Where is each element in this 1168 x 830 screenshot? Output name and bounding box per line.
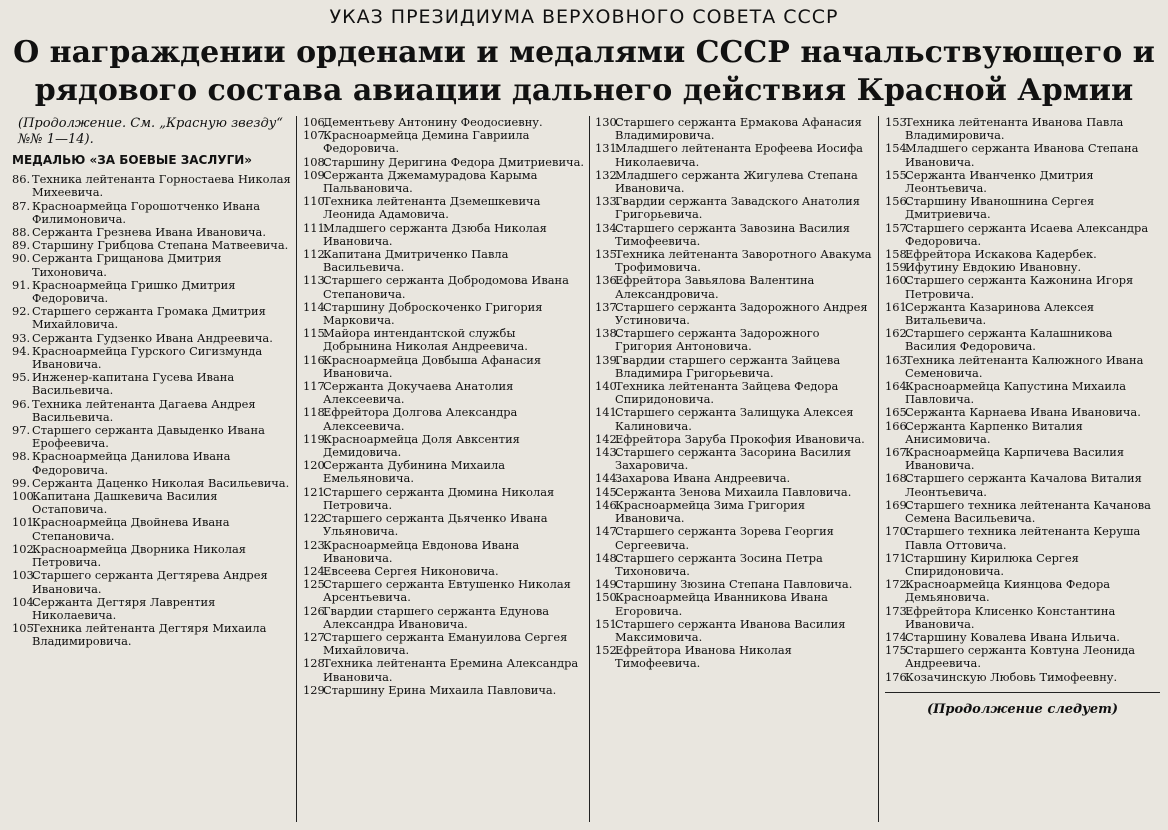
- entry-text: Старшину Деригина Федора Дмитриевича.: [323, 154, 585, 169]
- entry-text: Сержанта Карнаева Ивана Ивановича.: [905, 405, 1141, 420]
- entry-text: Старшего сержанта Кажонина Игоря Петровича.: [905, 273, 1134, 301]
- entry-number: 169.: [885, 497, 911, 512]
- entry-number: 141.: [595, 405, 621, 420]
- entry-number: 170.: [885, 524, 911, 539]
- entry-text: Старшину Зюзина Степана Павловича.: [615, 577, 853, 592]
- entry-number: 165.: [885, 405, 911, 420]
- column-3: [595, 116, 873, 671]
- list-item: [595, 169, 873, 195]
- entry-number: 102.: [12, 541, 38, 556]
- list-item: [303, 129, 585, 155]
- entry-number: 136.: [595, 273, 621, 288]
- list-item: [12, 173, 292, 199]
- list-item: [885, 301, 1160, 327]
- entry-text: Сержанта Джемамурадова Карыма Пальвановича.: [323, 167, 538, 196]
- entry-number: 127.: [303, 629, 329, 644]
- entry-number: 155.: [885, 167, 911, 182]
- entry-text: Гвардии сержанта Завадского Анатолия Григорьевича.: [615, 194, 860, 222]
- list-item: [12, 371, 292, 397]
- entry-number: 103.: [12, 568, 38, 583]
- list-item: [885, 354, 1160, 380]
- list-item: [595, 618, 873, 644]
- column-divider: [878, 116, 879, 822]
- entry-number: 163.: [885, 352, 911, 367]
- entry-number: 115.: [303, 326, 329, 341]
- entry-text: Старшего сержанта Ковтуна Леонида Андреевича.: [905, 643, 1136, 671]
- list-item: [303, 380, 585, 406]
- list-item: [885, 525, 1160, 551]
- entry-number: 151.: [595, 616, 621, 631]
- decree-kicker: УКАЗ ПРЕЗИДИУМА ВЕРХОВНОГО СОВЕТА СССР: [329, 6, 839, 28]
- entry-text: Сержанта Докучаева Анатолия Алексеевича.: [323, 379, 514, 407]
- list-item: [595, 552, 873, 578]
- list-item: [595, 472, 873, 485]
- entry-text: Техника лейтенанта Дагаева Андрея Васильевича.: [32, 396, 256, 424]
- entry-number: 143.: [595, 445, 621, 460]
- entry-text: Ефрейтора Иванова Николая Тимофеевича.: [615, 643, 792, 671]
- entry-text: Старшего техника лейтенанта Качанова Семена Васильевича.: [905, 497, 1151, 526]
- entry-number: 96.: [12, 396, 31, 411]
- entry-text: Старшего сержанта Евтушенко Николая Арсентьевича.: [323, 577, 571, 605]
- entry-number: 172.: [885, 577, 911, 592]
- list-item: [885, 195, 1160, 221]
- entry-text: Техника лейтенанта Иванова Павла Владимировича.: [905, 115, 1124, 143]
- headline-line-2: рядового состава авиации дальнего действия Красной Армии: [34, 73, 1134, 108]
- entry-text: Капитана Дашкевича Василия Остаповича.: [32, 489, 218, 517]
- list-item: [12, 516, 292, 542]
- entry-number: 161.: [885, 299, 911, 314]
- entry-text: Старшего сержанта Иванова Василия Максимовича.: [615, 616, 846, 644]
- entry-number: 140.: [595, 379, 621, 394]
- entry-text: Красноармейца Демина Гавриила Федоровича.: [323, 128, 530, 156]
- entry-number: 135.: [595, 247, 621, 262]
- entry-number: 164.: [885, 379, 911, 394]
- list-item: [12, 398, 292, 424]
- list-item: [595, 142, 873, 168]
- list-item: [885, 420, 1160, 446]
- entry-number: 88.: [12, 225, 31, 240]
- entry-number: 116.: [303, 352, 329, 367]
- list-item: [303, 578, 585, 604]
- entry-text: Дементьеву Антонину Феодосиевну.: [323, 115, 543, 129]
- entry-number: 166.: [885, 418, 911, 433]
- entry-text: Красноармейца Дворника Николая Петровича.: [32, 541, 246, 570]
- entry-number: 90.: [12, 251, 31, 266]
- entry-text: Красноармейца Зима Григория Ивановича.: [615, 497, 806, 526]
- entry-number: 125.: [303, 577, 329, 592]
- entry-number: 111.: [303, 220, 329, 235]
- entry-text: Инженер-капитана Гусева Ивана Васильевича.: [32, 370, 235, 398]
- entry-text: Красноармейца Гурского Сигизмунда Ивановича.: [32, 343, 263, 372]
- entry-text: Старшего сержанта Ермакова Афанасия Владимировича.: [615, 115, 862, 143]
- entry-text: Красноармейца Горошотченко Ивана Филимоновича.: [32, 198, 261, 226]
- list-item: [595, 644, 873, 670]
- entry-number: 104.: [12, 594, 38, 609]
- list-item: [595, 116, 873, 142]
- entry-text: Старшего сержанта Дегтярева Андрея Ивановича.: [32, 568, 268, 596]
- continuation-note: (Продолжение. См. „Красную звезду“ №№ 1—14).: [18, 116, 283, 147]
- entry-text: Старшину Кирилюка Сергея Спиридоновича.: [905, 550, 1079, 578]
- entries-list: [885, 116, 1160, 684]
- entry-text: Красноармейца Киянцова Федора Демьяновича.: [905, 577, 1111, 605]
- entry-number: 97.: [12, 423, 31, 438]
- entry-number: 150.: [595, 590, 621, 605]
- entry-text: Старшего сержанта Емануилова Сергея Михайловича.: [323, 629, 568, 658]
- entry-number: 146.: [595, 497, 621, 512]
- entry-text: Старшего сержанта Громака Дмитрия Михайловича.: [32, 304, 266, 332]
- entry-number: 120.: [303, 458, 329, 473]
- entry-text: Старшего сержанта Завозина Василия Тимофеевича.: [615, 220, 850, 248]
- entry-text: Старшину Ковалева Ивана Ильича.: [905, 629, 1120, 644]
- list-item: [595, 525, 873, 551]
- entry-text: Техника лейтенанта Зайцева Федора Спиридоновича.: [615, 379, 839, 407]
- entry-number: 91.: [12, 277, 31, 292]
- entries-list: [595, 116, 873, 671]
- entry-number: 131.: [595, 141, 621, 156]
- entry-text: Евсеева Сергея Никоновича.: [323, 563, 499, 578]
- entries-list: [303, 116, 585, 697]
- entry-text: Захарова Ивана Андреевича.: [615, 471, 791, 486]
- entry-number: 152.: [595, 643, 621, 658]
- entry-number: 107.: [303, 128, 329, 143]
- entry-number: 176.: [885, 669, 911, 684]
- list-item: [12, 305, 292, 331]
- entry-text: Сержанта Иванченко Дмитрия Леонтьевича.: [905, 167, 1094, 196]
- entry-number: 122.: [303, 511, 329, 526]
- entry-text: Красноармейца Двойнева Ивана Степановича.: [32, 515, 230, 543]
- list-item: [303, 486, 585, 512]
- list-item: [12, 490, 292, 516]
- list-item: [12, 543, 292, 569]
- list-item: [12, 424, 292, 450]
- entry-number: 174.: [885, 629, 911, 644]
- entry-text: Старшего техника лейтенанта Керуша Павла Оттовича.: [905, 524, 1141, 552]
- entry-number: 142.: [595, 431, 621, 446]
- entry-text: Красноармейца Доля Авксентия Демидовича.: [323, 431, 520, 460]
- list-item: [303, 195, 585, 221]
- entry-number: 113.: [303, 273, 329, 288]
- entry-text: Старшего сержанта Засорина Василия Захаровича.: [615, 445, 852, 473]
- entry-number: 173.: [885, 603, 911, 618]
- entry-text: Старшего сержанта Качалова Виталия Леонтьевича.: [905, 471, 1142, 499]
- entry-text: Старшего сержанта Залищука Алексея Калиновича.: [615, 405, 854, 433]
- entry-text: Техника лейтенанта Еремина Александра Ивановича.: [323, 656, 579, 684]
- entry-text: Старшего сержанта Задорожного Григория Антоновича.: [615, 326, 820, 354]
- entry-text: Ефрейтора Заруба Прокофия Ивановича.: [615, 431, 865, 446]
- list-item: [303, 222, 585, 248]
- column-divider: [589, 116, 590, 822]
- entry-number: 101.: [12, 515, 38, 530]
- list-item: [303, 169, 585, 195]
- entry-number: 92.: [12, 304, 31, 319]
- entry-number: 108.: [303, 154, 329, 169]
- list-item: [12, 279, 292, 305]
- entry-number: 119.: [303, 431, 329, 446]
- entry-number: 162.: [885, 326, 911, 341]
- list-item: [303, 433, 585, 459]
- list-item: [595, 406, 873, 432]
- entry-text: Техника лейтенанта Дземешкевича Леонида Адамовича.: [323, 194, 541, 222]
- entry-number: 117.: [303, 379, 329, 394]
- list-item: [303, 156, 585, 169]
- entry-text: Старшего сержанта Дюмина Николая Петровича.: [323, 484, 555, 512]
- entry-text: Сержанта Казаринова Алексея Витальевича.: [905, 299, 1095, 328]
- entry-text: Техника лейтенанта Калюжного Ивана Семеновича.: [905, 352, 1144, 380]
- entry-number: 156.: [885, 194, 911, 209]
- entry-number: 112.: [303, 247, 329, 262]
- list-item: [595, 195, 873, 221]
- entry-number: 148.: [595, 550, 621, 565]
- entry-text: Капитана Дмитриченко Павла Васильевича.: [323, 247, 509, 275]
- list-item: [885, 327, 1160, 353]
- entry-number: 121.: [303, 484, 329, 499]
- column-divider: [296, 116, 297, 822]
- entry-text: Гвардии старшего сержанта Зайцева Владимира Григорьевича.: [615, 352, 841, 380]
- entry-number: 132.: [595, 167, 621, 182]
- entry-number: 145.: [595, 484, 621, 499]
- list-item: [303, 327, 585, 353]
- list-item: [303, 459, 585, 485]
- entry-number: 86.: [12, 172, 31, 187]
- list-item: [303, 512, 585, 538]
- entry-number: 157.: [885, 220, 911, 235]
- list-item: [303, 684, 585, 697]
- entry-number: 95.: [12, 370, 31, 385]
- entry-number: 154.: [885, 141, 911, 156]
- list-item: [885, 406, 1160, 419]
- entry-text: Старшину Доброскоченко Григория Марковича.: [323, 299, 543, 328]
- list-item: [595, 248, 873, 274]
- entry-text: Техника лейтенанта Дегтяря Михаила Владимировича.: [32, 621, 267, 649]
- list-item: [303, 539, 585, 565]
- entry-text: Сержанта Грищанова Дмитрия Тихоновича.: [32, 251, 222, 279]
- column-1: [12, 116, 292, 649]
- list-item: [595, 591, 873, 617]
- entry-text: Сержанта Гудзенко Ивана Андреевича.: [32, 330, 273, 345]
- entry-number: 129.: [303, 682, 329, 697]
- entry-text: Старшего сержанта Дьяченко Ивана Ульяновича.: [323, 511, 548, 539]
- list-item: [12, 252, 292, 278]
- entry-number: 138.: [595, 326, 621, 341]
- entry-text: Техника лейтенанта Заворотного Авакума Трофимовича.: [615, 247, 872, 275]
- entry-text: Старшего сержанта Задорожного Андрея Устиновича.: [615, 299, 868, 328]
- headline-line-1: О награждении орденами и медалями СССР начальствующего и: [13, 35, 1155, 70]
- list-item: [303, 406, 585, 432]
- entry-number: 123.: [303, 537, 329, 552]
- entry-text: Сержанта Карпенко Виталия Анисимовича.: [905, 418, 1083, 446]
- entry-number: 114.: [303, 299, 329, 314]
- entry-number: 158.: [885, 247, 911, 262]
- entry-number: 128.: [303, 656, 329, 671]
- entry-number: 106.: [303, 115, 329, 129]
- list-item: [885, 142, 1160, 168]
- list-item: [885, 552, 1160, 578]
- entry-text: Сержанта Зенова Михаила Павловича.: [615, 484, 852, 499]
- list-item: [885, 605, 1160, 631]
- rule: [885, 692, 1160, 693]
- entry-text: Сержанта Дубинина Михаила Емельяновича.: [323, 458, 506, 486]
- entry-text: Старшего сержанта Зосина Петра Тихоновича.: [615, 550, 823, 578]
- list-item: [885, 671, 1160, 684]
- entry-number: 168.: [885, 471, 911, 486]
- entry-text: Майора интендантской службы Добрынина Николая Андреевича.: [323, 326, 528, 354]
- list-item: [885, 446, 1160, 472]
- entry-text: Красноармейца Евдонова Ивана Ивановича.: [323, 537, 520, 565]
- entry-text: Сержанта Грезнева Ивана Ивановича.: [32, 225, 266, 240]
- list-item: [885, 274, 1160, 300]
- list-item: [885, 380, 1160, 406]
- entry-text: Техника лейтенанта Горностаева Николая Михеевича.: [32, 172, 291, 200]
- entry-number: 160.: [885, 273, 911, 288]
- list-item: [12, 345, 292, 371]
- entry-number: 175.: [885, 643, 911, 658]
- list-item: [595, 301, 873, 327]
- list-item: [303, 631, 585, 657]
- entry-text: Старшину Грибцова Степана Матвеевича.: [32, 238, 289, 253]
- entry-text: Ифутину Евдокию Ивановну.: [905, 260, 1082, 275]
- entry-text: Старшего сержанта Добродомова Ивана Степановича.: [323, 273, 569, 301]
- entry-number: 105.: [12, 621, 38, 636]
- list-item: [885, 472, 1160, 498]
- list-item: [885, 578, 1160, 604]
- to-be-continued: (Продолжение следует): [926, 701, 1119, 717]
- entry-number: 94.: [12, 343, 31, 358]
- headline: [0, 34, 1168, 110]
- entry-text: Красноармейца Гришко Дмитрия Федоровича.: [32, 277, 236, 306]
- entry-text: Старшего сержанта Калашникова Василия Федоровича.: [905, 326, 1113, 354]
- entry-number: 130.: [595, 115, 621, 129]
- entry-number: 171.: [885, 550, 911, 565]
- entry-text: Старшего сержанта Давыденко Ивана Ерофеевича.: [32, 423, 265, 451]
- entry-text: Младшего сержанта Иванова Степана Ивановича.: [905, 141, 1139, 169]
- entry-text: Ефрейтора Искакова Кадербек.: [905, 247, 1097, 262]
- column-4: [885, 116, 1160, 716]
- list-item: [12, 200, 292, 226]
- list-item: [303, 248, 585, 274]
- list-item: [595, 486, 873, 499]
- entry-number: 126.: [303, 603, 329, 618]
- entry-number: 149.: [595, 577, 621, 592]
- entry-number: 93.: [12, 330, 31, 345]
- entry-number: 133.: [595, 194, 621, 209]
- list-item: [12, 450, 292, 476]
- entry-text: Красноармейца Карпичева Василия Ивановича.: [905, 445, 1125, 473]
- list-item: [303, 657, 585, 683]
- entry-number: 153.: [885, 115, 911, 129]
- entry-text: Ефрейтора Завьялова Валентина Александровича.: [615, 273, 815, 301]
- list-item: [303, 354, 585, 380]
- entry-text: Старшего сержанта Зорева Георгия Сергеевича.: [615, 524, 834, 552]
- entry-text: Младшего лейтенанта Ерофеева Иосифа Николаевича.: [615, 141, 863, 169]
- entry-number: 118.: [303, 405, 329, 420]
- list-item: [595, 380, 873, 406]
- entry-text: Старшего сержанта Исаева Александра Федоровича.: [905, 220, 1149, 248]
- list-item: [595, 499, 873, 525]
- entry-text: Красноармейца Иванникова Ивана Егоровича.: [615, 590, 828, 618]
- list-item: [303, 301, 585, 327]
- list-item: [885, 222, 1160, 248]
- entry-text: Старшину Ерина Михаила Павловича.: [323, 682, 557, 697]
- entry-text: Красноармейца Данилова Ивана Федоровича.: [32, 449, 231, 477]
- list-item: [595, 274, 873, 300]
- entry-text: Младшего сержанта Жигулева Степана Ивановича.: [615, 167, 858, 196]
- list-item: [595, 354, 873, 380]
- entry-number: 110.: [303, 194, 329, 209]
- list-item: [885, 116, 1160, 142]
- entry-number: 124.: [303, 563, 329, 578]
- entry-text: Сержанта Дегтяря Лаврентия Николаевича.: [32, 594, 216, 622]
- entry-number: 167.: [885, 445, 911, 460]
- entry-text: Младшего сержанта Дзюба Николая Ивановича.: [323, 220, 547, 248]
- entry-number: 87.: [12, 198, 31, 213]
- entry-text: Старшину Иваношнина Сергея Дмитриевича.: [905, 194, 1095, 222]
- entry-number: 100.: [12, 489, 38, 504]
- entry-text: Козачинскую Любовь Тимофеевну.: [905, 669, 1118, 684]
- list-item: [12, 332, 292, 345]
- list-item: [885, 644, 1160, 670]
- entry-number: 109.: [303, 167, 329, 182]
- entry-text: Красноармейца Довбыша Афанасия Ивановича.: [323, 352, 542, 380]
- entry-text: Сержанта Даценко Николая Васильевича.: [32, 475, 290, 490]
- entry-number: 89.: [12, 238, 31, 253]
- list-item: [12, 569, 292, 595]
- list-item: [885, 169, 1160, 195]
- entry-text: Гвардии старшего сержанта Едунова Александра Ивановича.: [323, 603, 550, 631]
- entry-number: 134.: [595, 220, 621, 235]
- entry-number: 137.: [595, 299, 621, 314]
- column-2: [303, 116, 585, 697]
- entry-text: Ефрейтора Долгова Александра Алексеевича.: [323, 405, 518, 433]
- entry-text: Ефрейтора Клисенко Константина Ивановича.: [905, 603, 1116, 631]
- entry-text: Красноармейца Капустина Михаила Павловича.: [905, 379, 1127, 407]
- list-item: [595, 327, 873, 353]
- list-item: [303, 605, 585, 631]
- list-item: [303, 274, 585, 300]
- section-heading: МЕДАЛЬЮ «ЗА БОЕВЫЕ ЗАСЛУГИ»: [12, 153, 253, 167]
- list-item: [595, 222, 873, 248]
- list-item: [595, 446, 873, 472]
- entry-number: 159.: [885, 260, 911, 275]
- list-item: [885, 499, 1160, 525]
- entry-number: 139.: [595, 352, 621, 367]
- entry-number: 98.: [12, 449, 31, 464]
- entries-list: [12, 173, 292, 648]
- entry-number: 99.: [12, 475, 31, 490]
- entry-number: 147.: [595, 524, 621, 539]
- list-item: [12, 596, 292, 622]
- list-item: [12, 622, 292, 648]
- entry-number: 144.: [595, 471, 621, 486]
